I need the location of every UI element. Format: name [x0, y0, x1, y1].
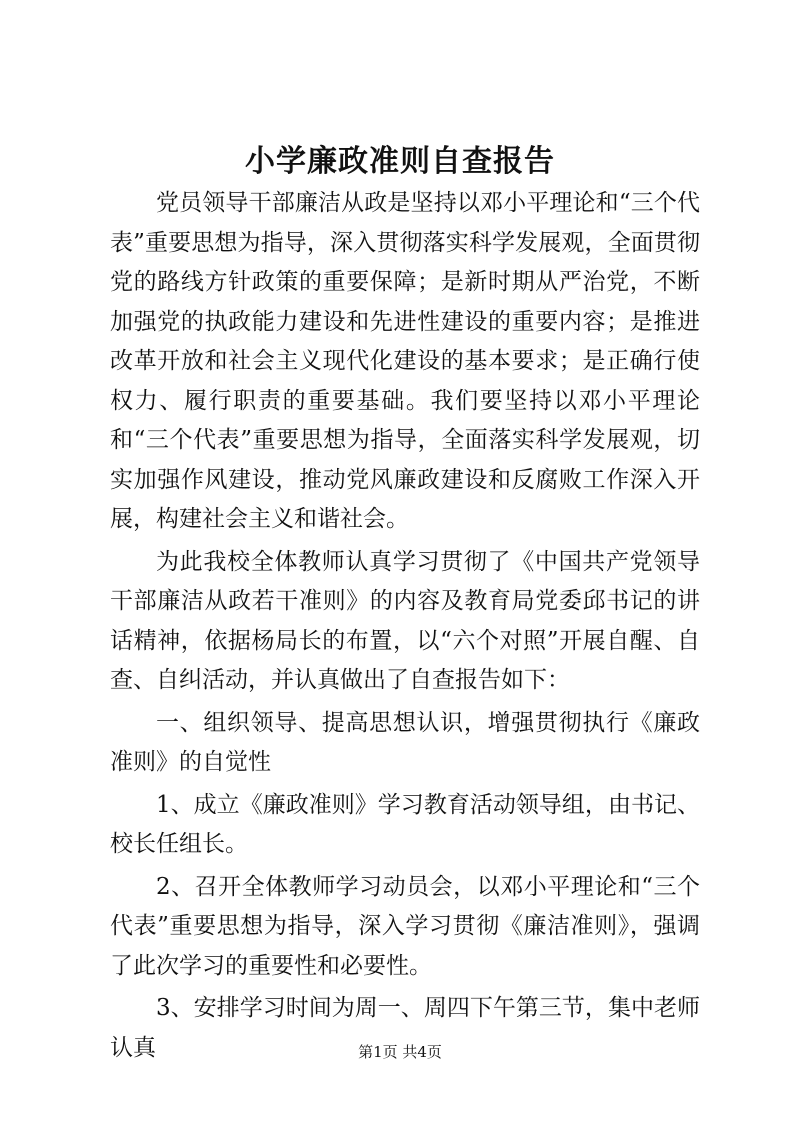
section-heading: 一、组织领导、提高思想认识，增强贯彻执行《廉政准则》的自觉性 [110, 709, 700, 775]
page-footer: 第1页 共4页 [358, 1043, 442, 1061]
body-paragraph: 为此我校全体教师认真学习贯彻了《中国共产党领导干部廉洁从政若干准则》的内容及教育局党委邱书记的讲话精神，依据杨局长的布置，以“六个对照”开展自醒、自查、自纠活动，并认真做出了自查报告如下： [110, 548, 700, 693]
list-item: 2、召开全体教师学习动员会，以邓小平理论和“三个代表”重要思想为指导，深入学习贯彻《廉洁准则》，强调了此次学习的重要性和必要性。 [110, 873, 700, 979]
document-title: 小学廉政准则自查报告 [245, 144, 555, 179]
body-paragraph: 党员领导干部廉洁从政是坚持以邓小平理论和“三个代表”重要思想为指导，深入贯彻落实科学发展观，全面贯彻党的路线方针政策的重要保障；是新时期从严治党，不断加强党的执政能力建设和先进性建设的重要内容；是推进改革开放和社会主义现代化建设的基本要求；是正确行使权力、履行职责的重要基础。我们要坚持以邓小平理论和“三个代表”重要思想为指导，全面落实科学发展观，切实加强作风建设，推动党风廉政建设和反腐败工作深入开展，构建社会主义和谐社会。 [110, 190, 700, 532]
list-item: 1、成立《廉政准则》学习教育活动领导组，由书记、校长任组长。 [110, 791, 700, 857]
document-body [110, 184, 700, 1071]
list-item: 3、安排学习时间为周一、周四下午第三节，集中老师认真 [110, 995, 700, 1061]
